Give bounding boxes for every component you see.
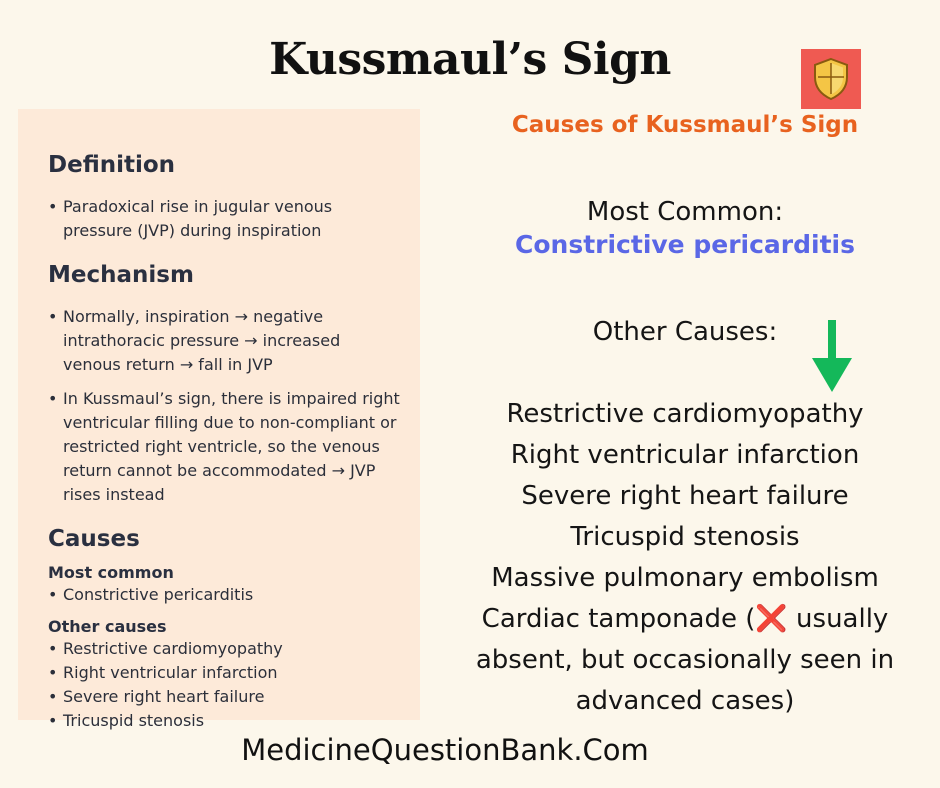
list-item: • Tricuspid stenosis bbox=[48, 709, 402, 733]
cross-mark-icon: ❌ bbox=[755, 604, 788, 634]
cause-item: Restrictive cardiomyopathy bbox=[506, 399, 864, 429]
other-causes-subheading: Other causes bbox=[48, 617, 167, 636]
other-causes-label: Other Causes: bbox=[592, 317, 778, 347]
causes-heading: Causes bbox=[48, 526, 140, 552]
list-item: • In Kussmaul’s sign, there is impaired right ventricular filling due to non-compliant or restricted right ventricle, so the venous return cannot be accommodated → JVP rises instead bbox=[48, 387, 402, 507]
arrow-down-icon bbox=[810, 320, 854, 394]
cause-item: Massive pulmonary embolism bbox=[491, 563, 879, 593]
list-item: • Restrictive cardiomyopathy bbox=[48, 637, 402, 661]
list-item: • Paradoxical rise in jugular venous pressure (JVP) during inspiration bbox=[48, 195, 402, 243]
tamponade-suffix: usually absent, but occasionally seen in advanced cases) bbox=[475, 604, 895, 716]
causes-title: Causes of Kussmaul’s Sign bbox=[511, 112, 859, 138]
definition-heading: Definition bbox=[48, 152, 176, 178]
causes-section bbox=[48, 525, 402, 733]
other-causes-list bbox=[440, 394, 930, 722]
definition-section bbox=[48, 151, 402, 243]
mechanism-heading: Mechanism bbox=[48, 262, 194, 288]
mechanism-section bbox=[48, 261, 402, 507]
cause-item-tamponade bbox=[440, 599, 930, 722]
most-common-subheading: Most common bbox=[48, 563, 174, 582]
list-item: • Constrictive pericarditis bbox=[48, 583, 402, 607]
cause-item: Right ventricular infarction bbox=[510, 440, 860, 470]
logo bbox=[801, 49, 861, 109]
page-title: Kussmaul’s Sign bbox=[269, 34, 671, 85]
list-item: • Severe right heart failure bbox=[48, 685, 402, 709]
list-item: • Right ventricular infarction bbox=[48, 661, 402, 685]
footer-website: MedicineQuestionBank.Com bbox=[241, 733, 649, 767]
shield-icon bbox=[811, 57, 851, 101]
summary-panel bbox=[18, 109, 420, 730]
most-common-value: Constrictive pericarditis bbox=[515, 230, 855, 259]
tamponade-prefix: Cardiac tamponade ( bbox=[481, 604, 756, 634]
cause-item: Severe right heart failure bbox=[521, 481, 849, 511]
cause-item: Tricuspid stenosis bbox=[570, 522, 800, 552]
most-common-label: Most Common: bbox=[586, 197, 784, 227]
list-item: • Normally, inspiration → negative intrathoracic pressure → increased venous return → fall in JVP bbox=[48, 305, 402, 377]
